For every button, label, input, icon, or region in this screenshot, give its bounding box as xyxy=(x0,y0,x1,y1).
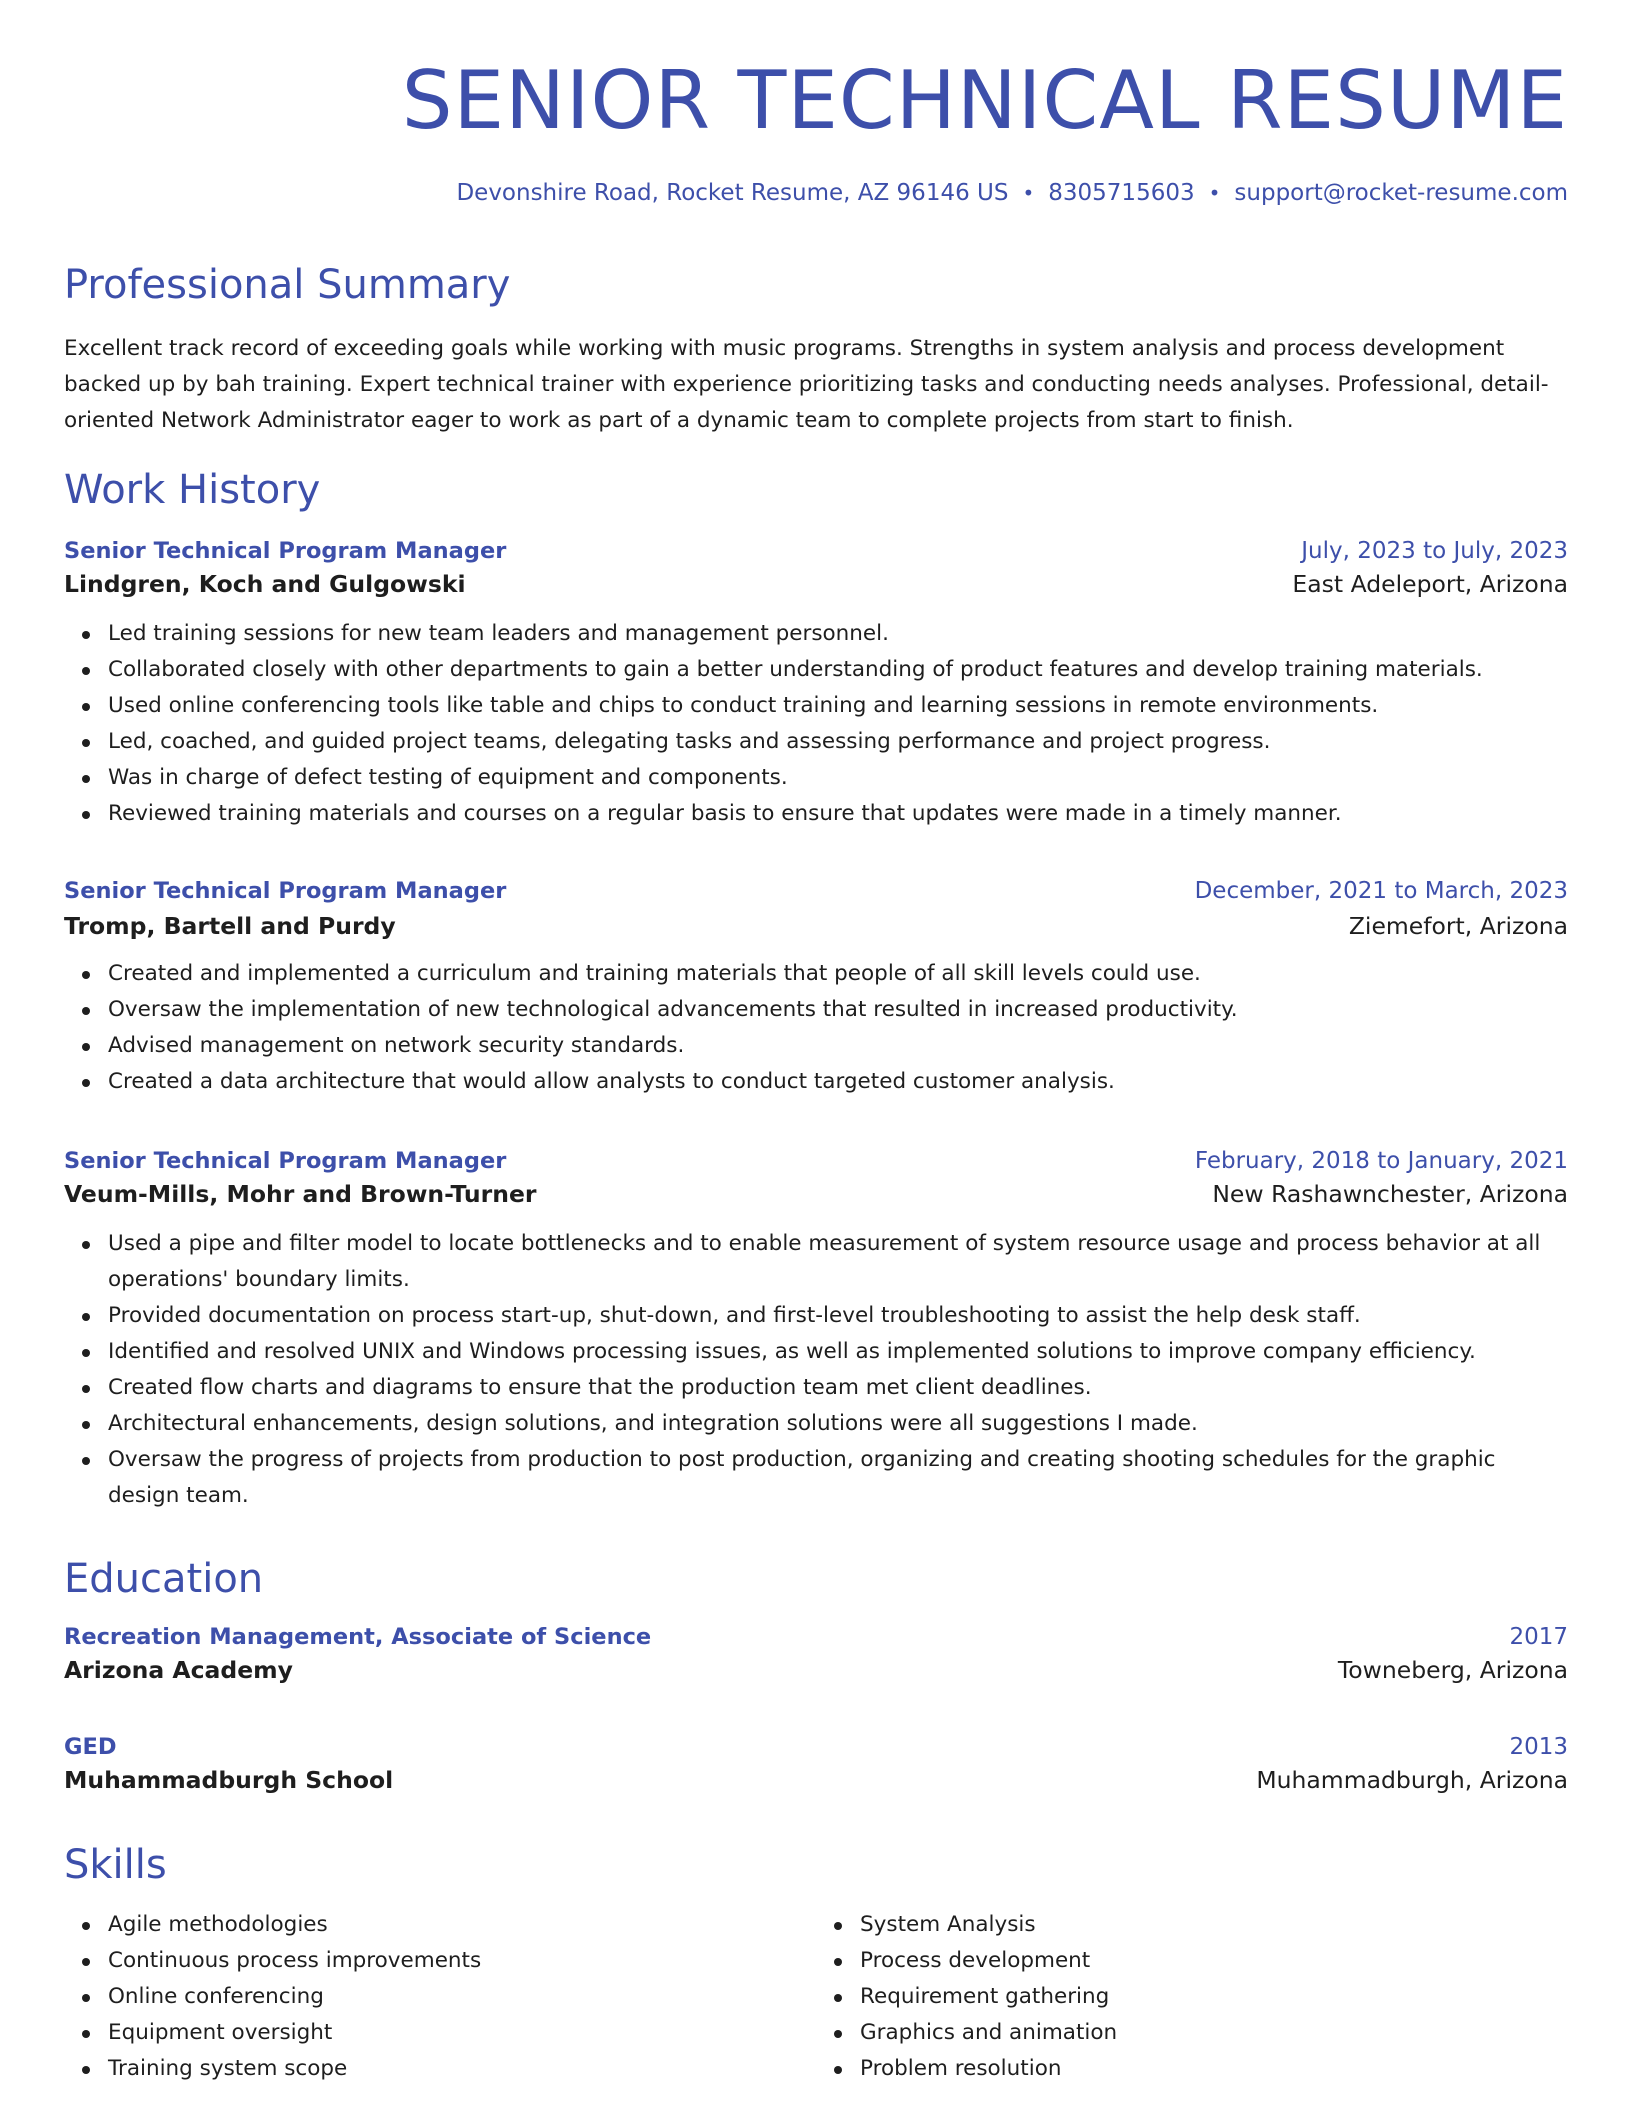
job-bullet: Created flow charts and diagrams to ensure that the production team met client deadlines. xyxy=(108,1370,1568,1406)
skills-list-left xyxy=(64,1907,816,2087)
job-company: Lindgren, Koch and Gulgowski xyxy=(64,570,466,598)
resume-title: SENIOR TECHNICAL RESUME xyxy=(401,54,1568,147)
job-bullets xyxy=(64,956,1568,1100)
contact-separator: • xyxy=(1208,181,1221,205)
job-bullet: Used a pipe and filter model to locate bottlenecks and to enable measurement of system resource usage and process behavior at all operations' boundary limits. xyxy=(108,1226,1568,1298)
job-company: Veum-Mills, Mohr and Brown-Turner xyxy=(64,1180,537,1208)
job-dates: February, 2018 to January, 2021 xyxy=(1194,1148,1568,1174)
job-company-row xyxy=(64,1180,1568,1208)
education-degree: GED xyxy=(64,1734,117,1760)
job-bullet: Provided documentation on process start-up, shut-down, and first-level troubleshooting to assist the help desk staff. xyxy=(108,1298,1568,1334)
job-bullet: Led, coached, and guided project teams, delegating tasks and assessing performance and project progress. xyxy=(108,724,1568,760)
job-title-row xyxy=(64,538,1568,564)
education-school-row xyxy=(64,1656,1568,1684)
skill-item: Agile methodologies xyxy=(108,1907,816,1943)
job-location: East Adeleport, Arizona xyxy=(1292,570,1568,598)
contact-address: Devonshire Road, Rocket Resume, AZ 96146 US xyxy=(456,180,1009,206)
job-bullet: Collaborated closely with other departments to gain a better understanding of product features and develop training materials. xyxy=(108,652,1568,688)
job-bullet: Advised management on network security standards. xyxy=(108,1028,1568,1064)
job-bullet: Identified and resolved UNIX and Windows processing issues, as well as implemented solutions to improve company efficiency. xyxy=(108,1334,1568,1370)
contact-phone: 8305715603 xyxy=(1048,180,1195,206)
education-school: Muhammadburgh School xyxy=(64,1766,394,1794)
skill-item: Requirement gathering xyxy=(860,1979,1568,2015)
summary-text: Excellent track record of exceeding goals while working with music programs. Strengths in system analysis and process development backed up by bah training. Expert technical trainer with experience prioritizing tasks and conducting needs analyses. Professional, detail-oriented Network Administrator eager to work as part of a dynamic team to complete projects from start to finish. xyxy=(64,336,1549,433)
summary-heading: Professional Summary xyxy=(64,262,511,308)
job-bullet: Was in charge of defect testing of equipment and components. xyxy=(108,760,1568,796)
job-title: Senior Technical Program Manager xyxy=(64,878,507,904)
job-dates: December, 2021 to March, 2023 xyxy=(1194,878,1568,904)
education-location: Towneberg, Arizona xyxy=(1337,1656,1568,1684)
job-bullets xyxy=(64,1226,1568,1514)
job-title: Senior Technical Program Manager xyxy=(64,538,507,564)
skills-list-right xyxy=(816,1907,1568,2087)
job-bullets xyxy=(64,616,1568,832)
job-title-row xyxy=(64,1148,1568,1174)
job-location: New Rashawnchester, Arizona xyxy=(1212,1180,1568,1208)
education-degree-row xyxy=(64,1734,1568,1760)
skill-item: System Analysis xyxy=(860,1907,1568,1943)
skill-item: Process development xyxy=(860,1943,1568,1979)
job-location: Ziemefort, Arizona xyxy=(1348,912,1568,940)
job-bullet: Architectural enhancements, design solutions, and integration solutions were all suggestions I made. xyxy=(108,1406,1568,1442)
skill-item: Graphics and animation xyxy=(860,2015,1568,2051)
job-bullet: Created a data architecture that would allow analysts to conduct targeted customer analysis. xyxy=(108,1064,1568,1100)
job-title-row xyxy=(64,878,1568,904)
education-degree-row xyxy=(64,1624,1568,1650)
education-school: Arizona Academy xyxy=(64,1656,293,1684)
education-location: Muhammadburgh, Arizona xyxy=(1256,1766,1568,1794)
job-company-row xyxy=(64,912,1568,940)
job-entry xyxy=(64,878,1568,1100)
job-bullet: Oversaw the implementation of new technological advancements that resulted in increased productivity. xyxy=(108,992,1568,1028)
education-year: 2017 xyxy=(1509,1624,1568,1650)
work-history-heading: Work History xyxy=(64,467,321,513)
education-school-row xyxy=(64,1766,1568,1794)
job-company: Tromp, Bartell and Purdy xyxy=(64,912,396,940)
skill-item: Online conferencing xyxy=(108,1979,816,2015)
skill-item: Continuous process improvements xyxy=(108,1943,816,1979)
job-dates: July, 2023 to July, 2023 xyxy=(1301,538,1568,564)
skill-item: Problem resolution xyxy=(860,2051,1568,2087)
contact-email[interactable]: support@rocket-resume.com xyxy=(1234,180,1568,206)
contact-separator: • xyxy=(1022,181,1035,205)
job-bullet: Reviewed training materials and courses on a regular basis to ensure that updates were made in a timely manner. xyxy=(108,796,1568,832)
skill-item: Training system scope xyxy=(108,2051,816,2087)
job-company-row xyxy=(64,570,1568,598)
skills-heading: Skills xyxy=(64,1842,167,1888)
contact-line xyxy=(456,180,1568,206)
job-bullet: Created and implemented a curriculum and training materials that people of all skill levels could use. xyxy=(108,956,1568,992)
education-heading: Education xyxy=(64,1556,264,1602)
job-entry xyxy=(64,1148,1568,1514)
education-degree: Recreation Management, Associate of Science xyxy=(64,1624,652,1650)
job-bullet: Led training sessions for new team leaders and management personnel. xyxy=(108,616,1568,652)
skills-columns xyxy=(64,1907,1568,2087)
education-entry xyxy=(64,1624,1568,1684)
job-bullet: Oversaw the progress of projects from production to post production, organizing and creating shooting schedules for the graphic design team. xyxy=(108,1442,1568,1514)
education-year: 2013 xyxy=(1509,1734,1568,1760)
job-title: Senior Technical Program Manager xyxy=(64,1148,507,1174)
job-bullet: Used online conferencing tools like table and chips to conduct training and learning sessions in remote environments. xyxy=(108,688,1568,724)
skill-item: Equipment oversight xyxy=(108,2015,816,2051)
job-entry xyxy=(64,538,1568,832)
education-entry xyxy=(64,1734,1568,1794)
